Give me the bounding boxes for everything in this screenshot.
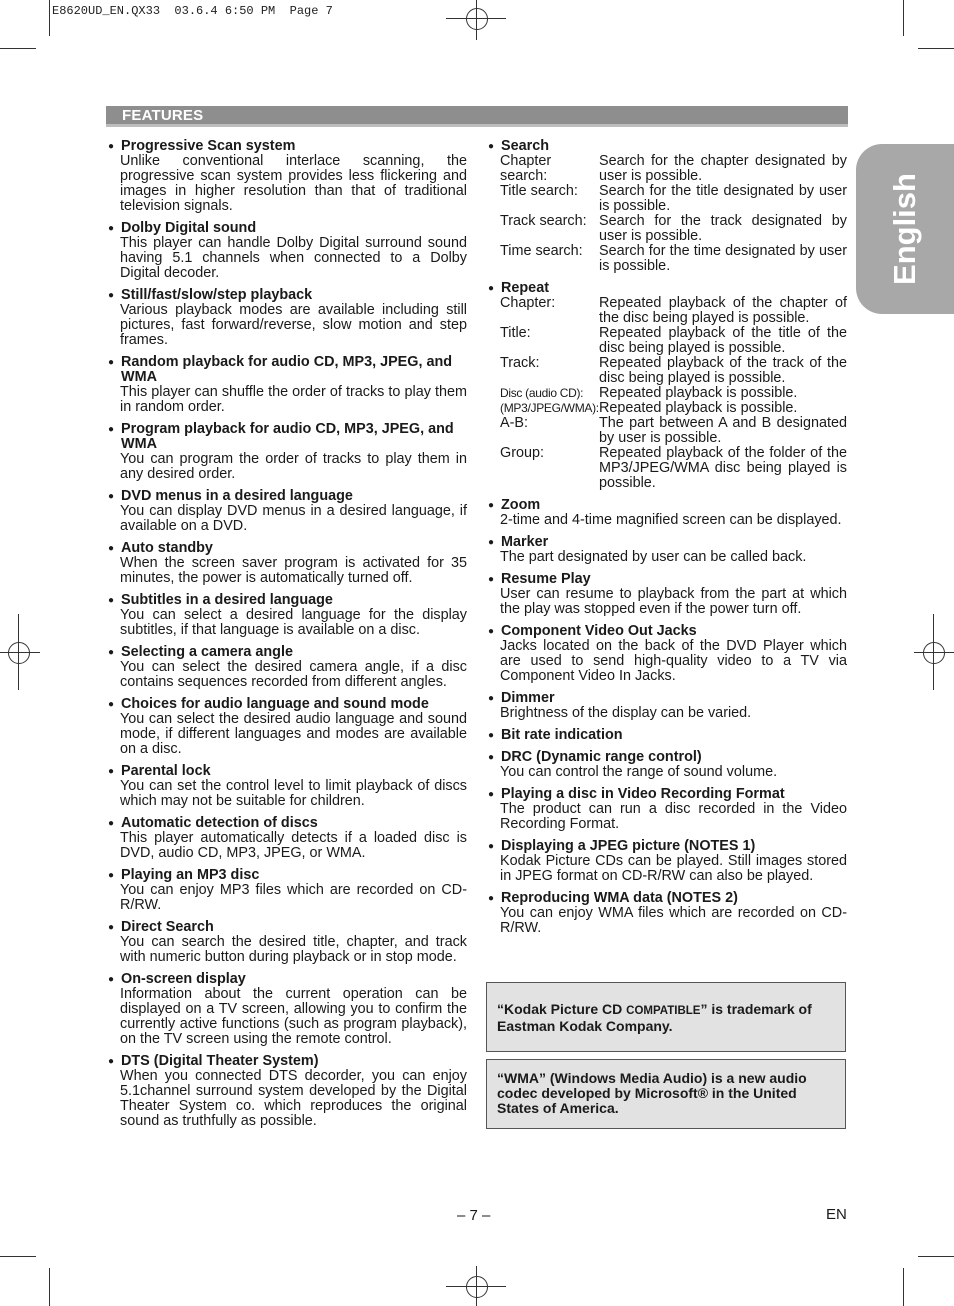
registration-line — [476, 0, 477, 40]
crop-mark — [49, 1268, 50, 1306]
feature-description: 2-time and 4-time magnified screen can be displayed. — [500, 512, 842, 528]
sub-item-text: Search for the chapter designated by user is possible. — [599, 153, 847, 184]
crop-mark — [918, 1256, 954, 1257]
feature-item — [488, 691, 847, 721]
sub-item-text: Repeated playback is possible. — [599, 400, 798, 416]
sub-item-text: Search for the title designated by user is possible. — [599, 183, 847, 214]
sub-item — [500, 356, 847, 386]
sub-item — [500, 296, 847, 326]
search-list — [488, 154, 847, 274]
sub-item-text: The part between A and B designated by user is possible. — [599, 415, 847, 446]
feature-item — [108, 868, 467, 913]
registration-mark-icon — [923, 642, 945, 664]
feature-title: ● Random playback for audio CD, MP3, JPEG, and WMA — [108, 355, 467, 385]
feature-title: ● Choices for audio language and sound mode — [108, 697, 467, 712]
sub-item — [500, 416, 847, 446]
feature-item — [108, 489, 467, 534]
feature-item — [108, 541, 467, 586]
feature-item — [108, 593, 467, 638]
feature-description: Kodak Picture CDs can be played. Still images stored in JPEG format on CD-R/RW can also be played. — [500, 853, 847, 884]
feature-item — [488, 891, 847, 936]
registration-line — [446, 1286, 506, 1287]
sub-item-label: Chapter: — [500, 295, 556, 311]
note-text: “Kodak Picture CD — [497, 1001, 627, 1017]
registration-line — [914, 652, 954, 653]
feature-item — [488, 498, 847, 528]
sub-item-label: Title: — [500, 325, 531, 341]
sub-item-text: Repeated playback of the chapter of the disc being played is possible. — [599, 295, 847, 326]
repeat-list — [488, 296, 847, 491]
feature-title: ● Auto standby — [108, 541, 467, 556]
feature-description: You can display DVD menus in a desired language, if available on a DVD. — [120, 503, 467, 534]
note-kodak — [486, 982, 846, 1052]
feature-title: ● Zoom — [488, 498, 847, 513]
feature-description: Information about the current operation can be displayed on a TV screen, allowing you to confirm the currently active functions (such as program playback), on the TV screen using the remote control. — [120, 986, 467, 1047]
registration-line — [0, 652, 40, 653]
note-text: “WMA” (Windows Media Audio) is a new audio codec developed by Microsoft® in the United States of America. — [497, 1070, 807, 1116]
note-text-small: COMPATIBLE — [626, 1005, 701, 1017]
note-text: ” is trademark of Eastman Kodak Company. — [497, 1001, 812, 1034]
right-column — [488, 139, 847, 943]
feature-description: This player can shuffle the order of tracks to play them in random order. — [120, 384, 467, 415]
sub-item-text: Repeated playback of the track of the disc being played is possible. — [599, 355, 847, 386]
feature-description: The part designated by user can be called back. — [500, 549, 807, 565]
feature-item — [488, 839, 847, 884]
left-column — [108, 139, 467, 1136]
feature-description: You can program the order of tracks to play them in any desired order. — [120, 451, 467, 482]
sub-item-label: Chapter search: — [500, 153, 552, 184]
feature-item — [108, 972, 467, 1047]
feature-item — [108, 355, 467, 415]
sub-item-label: Time search: — [500, 243, 583, 259]
sub-item-label: Title search: — [500, 183, 578, 199]
sub-item-text: Search for the track designated by user is possible. — [599, 213, 847, 244]
feature-description: You can enjoy WMA files which are recorded on CD-R/RW. — [500, 905, 847, 936]
feature-item — [488, 624, 847, 684]
feature-item — [488, 535, 847, 565]
feature-title: ● Bit rate indication — [488, 728, 847, 743]
feature-title: ● Program playback for audio CD, MP3, JPEG, and WMA — [108, 422, 467, 452]
crop-mark — [903, 1268, 904, 1306]
sub-item-label: Track: — [500, 355, 540, 371]
sub-item-label: A-B: — [500, 415, 528, 431]
feature-description: This player can handle Dolby Digital surround sound having 5.1 channels when connected to a Dolby Digital decoder. — [120, 235, 467, 281]
feature-item — [108, 920, 467, 965]
feature-title: ● On-screen display — [108, 972, 467, 987]
sub-item — [500, 154, 847, 184]
feature-description: When the screen saver program is activated for 35 minutes, the power is automatically turned off. — [120, 555, 467, 586]
sub-item-text: Repeated playback of the title of the disc being played is possible. — [599, 325, 847, 356]
feature-description: Various playback modes are available including still pictures, fast forward/reverse, slow motion and step frames. — [120, 302, 467, 348]
feature-description: You can set the control level to limit playback of discs which may not be suitable for children. — [120, 778, 467, 809]
feature-description: This player automatically detects if a loaded disc is DVD, audio CD, MP3, JPEG, or WMA. — [120, 830, 467, 861]
registration-mark-icon — [466, 8, 488, 30]
feature-title: ● Automatic detection of discs — [108, 816, 467, 831]
sub-item — [500, 244, 847, 274]
sub-item-label: Group: — [500, 445, 544, 461]
feature-title: ● DVD menus in a desired language — [108, 489, 467, 504]
feature-item — [108, 1054, 467, 1129]
crop-mark — [918, 48, 954, 49]
sub-item — [500, 446, 847, 491]
feature-item — [108, 697, 467, 757]
feature-title: ● Direct Search — [108, 920, 467, 935]
sub-item-text: Search for the time designated by user is possible. — [599, 243, 847, 274]
feature-title: ● Resume Play — [488, 572, 847, 587]
feature-title: ● Marker — [488, 535, 847, 550]
language-tab-label: English — [887, 173, 922, 285]
feature-title: ● Still/fast/slow/step playback — [108, 288, 467, 303]
registration-mark-icon — [466, 1276, 488, 1298]
sub-item — [500, 326, 847, 356]
feature-title: ● Progressive Scan system — [108, 139, 467, 154]
section-header — [106, 106, 848, 127]
feature-description: When you connected DTS decorder, you can enjoy 5.1channel surround system developed by the Digital Theater System co. which reproduces the original sound as truthfully as possible. — [120, 1068, 467, 1129]
sub-item — [500, 214, 847, 244]
sub-item-text: Repeated playback is possible. — [599, 385, 798, 401]
feature-item — [108, 139, 467, 214]
feature-title: ● Search — [488, 139, 847, 154]
crop-mark — [0, 1256, 36, 1257]
feature-item — [108, 816, 467, 861]
feature-description: The product can run a disc recorded in the Video Recording Format. — [500, 801, 847, 832]
feature-description: Unlike conventional interlace scanning, the progressive scan system provides less flickering and images in higher resolution than that of traditional television signals. — [120, 153, 467, 214]
feature-description: Jacks located on the back of the DVD Player which are used to send high-quality video to a TV via Component Video In Jacks. — [500, 638, 847, 684]
section-title: FEATURES — [122, 107, 204, 124]
feature-title: ● Dolby Digital sound — [108, 221, 467, 236]
sub-item — [500, 386, 847, 401]
language-code: EN — [826, 1206, 847, 1223]
feature-repeat — [488, 281, 847, 491]
feature-title: ● Playing an MP3 disc — [108, 868, 467, 883]
page-number: – 7 – — [457, 1207, 491, 1224]
crop-mark — [49, 0, 50, 36]
feature-description: You can control the range of sound volume. — [500, 764, 778, 780]
feature-title: ● Playing a disc in Video Recording Format — [488, 787, 847, 802]
feature-description: User can resume to playback from the part at which the play was stopped even if the power turn off. — [500, 586, 847, 617]
feature-description: You can select the desired audio language and sound mode, if different languages and modes are available on a disc. — [120, 711, 467, 757]
feature-item — [488, 750, 847, 780]
crop-mark — [0, 48, 36, 49]
feature-item — [108, 221, 467, 281]
feature-description: You can select the desired camera angle, if a disc contains sequences recorded from different angles. — [120, 659, 467, 690]
feature-description: You can search the desired title, chapter, and track with numeric button during playback or in stop mode. — [120, 934, 467, 965]
feature-item — [108, 645, 467, 690]
registration-mark-icon — [8, 642, 30, 664]
sub-item-text: Repeated playback of the folder of the MP3/JPEG/WMA disc being played is possible. — [599, 445, 847, 491]
feature-search — [488, 139, 847, 274]
sub-item — [500, 401, 847, 416]
feature-item — [488, 787, 847, 832]
right-feature-list — [488, 498, 847, 936]
feature-item — [108, 422, 467, 482]
feature-item — [108, 764, 467, 809]
sub-item-label: Track search: — [500, 213, 587, 229]
feature-description: You can enjoy MP3 files which are recorded on CD-R/RW. — [120, 882, 467, 913]
feature-description: Brightness of the display can be varied. — [500, 705, 752, 721]
language-tab — [856, 144, 954, 314]
feature-title: ● DTS (Digital Theater System) — [108, 1054, 467, 1069]
feature-item — [488, 728, 847, 743]
feature-title: ● Displaying a JPEG picture (NOTES 1) — [488, 839, 847, 854]
feature-title: ● Dimmer — [488, 691, 847, 706]
registration-line — [446, 18, 506, 19]
file-slug: E8620UD_EN.QX33 03.6.4 6:50 PM Page 7 — [52, 4, 333, 18]
feature-title: ● Reproducing WMA data (NOTES 2) — [488, 891, 847, 906]
feature-title: ● DRC (Dynamic range control) — [488, 750, 847, 765]
feature-item — [108, 288, 467, 348]
feature-title: ● Component Video Out Jacks — [488, 624, 847, 639]
crop-mark — [903, 0, 904, 36]
feature-item — [488, 572, 847, 617]
feature-title: ● Repeat — [488, 281, 847, 296]
feature-title: ● Parental lock — [108, 764, 467, 779]
feature-title: ● Selecting a camera angle — [108, 645, 467, 660]
sub-item — [500, 184, 847, 214]
sub-item-label: Disc (audio CD): — [500, 386, 584, 400]
note-wma — [486, 1059, 846, 1129]
feature-title: ● Subtitles in a desired language — [108, 593, 467, 608]
feature-description: You can select a desired language for the display subtitles, if that language is available on a disc. — [120, 607, 467, 638]
sub-item-label: (MP3/JPEG/WMA): — [500, 401, 599, 415]
